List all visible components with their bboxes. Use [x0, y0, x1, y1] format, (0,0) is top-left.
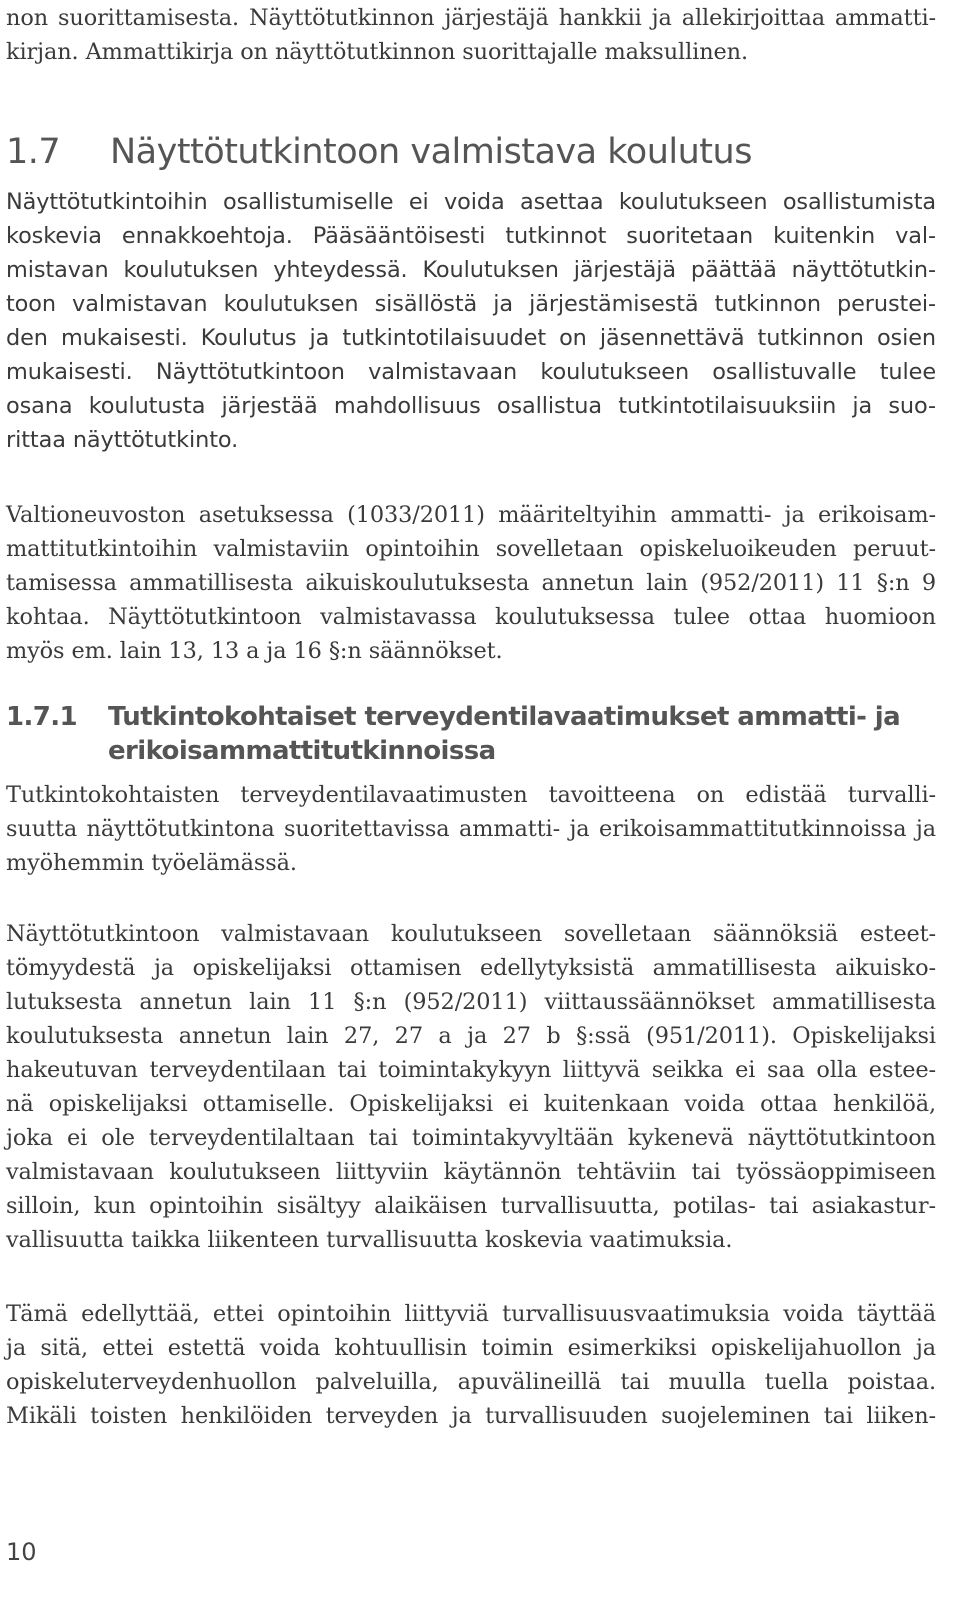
text-line: koulutuksesta annetun lain 27, 27 a ja 27 b §:ssä (951/2011). Opiskelijaksi: [6, 1023, 936, 1049]
text-line: lutuksesta annetun lain 11 §:n (952/2011) viittaussäännökset ammatillisesta: [6, 989, 936, 1015]
text-line: mukaisesti. Näyttötutkintoon valmistavaan koulutukseen osallistuvalle tulee: [6, 359, 936, 385]
text-line: vallisuutta taikka liikenteen turvallisuutta koskevia vaatimuksia.: [6, 1227, 733, 1253]
page-number: 10: [6, 1538, 37, 1566]
section-heading-1-7: [6, 130, 752, 174]
text-line: koskevia ennakkoehtoja. Pääsääntöisesti tutkinnot suoritetaan kuitenkin val-: [6, 223, 936, 249]
text-line: osana koulutusta järjestää mahdollisuus osallistua tutkintotilaisuuksiin ja suo-: [6, 393, 936, 419]
text-line: mattitutkintoihin valmistaviin opintoihin sovelletaan opiskeluoikeuden peruut-: [6, 536, 936, 562]
text-line: myöhemmin työelämässä.: [6, 850, 297, 876]
subsection-number: 1.7.1: [6, 702, 78, 732]
section-title: Näyttötutkintoon valmistava koulutus: [110, 132, 752, 172]
text-line: Näyttötutkintoihin osallistumiselle ei voida asettaa koulutukseen osallistumista: [6, 189, 936, 215]
text-line: valmistavaan koulutukseen liittyviin käytännön tehtäviin tai työssäoppimiseen: [6, 1159, 936, 1185]
text-line: Tämä edellyttää, ettei opintoihin liittyviä turvallisuusvaatimuksia voida täyttää: [6, 1301, 936, 1327]
text-line: mistavan koulutuksen yhteydessä. Koulutuksen järjestäjä päättää näyttötutkin-: [6, 257, 936, 283]
text-line: joka ei ole terveydentilaltaan tai toimintakyvyltään kykenevä näyttötutkintoon: [6, 1125, 936, 1151]
text-line: den mukaisesti. Koulutus ja tutkintotilaisuudet on jäsennettävä tutkinnon osien: [6, 325, 936, 351]
text-line: tamisessa ammatillisesta aikuiskoulutuksesta annetun lain (952/2011) 11 §:n 9: [6, 570, 936, 596]
text-line: Näyttötutkintoon valmistavaan koulutukseen sovelletaan säännöksiä esteet-: [6, 921, 936, 947]
text-line: Mikäli toisten henkilöiden terveyden ja turvallisuuden suojeleminen tai liiken-: [6, 1403, 936, 1429]
text-line: kohtaa. Näyttötutkintoon valmistavassa koulutuksessa tulee ottaa huomioon: [6, 604, 936, 630]
text-line: myös em. lain 13, 13 a ja 16 §:n säännökset.: [6, 638, 503, 664]
text-line: silloin, kun opintoihin sisältyy alaikäisen turvallisuutta, potilas- tai asiakastur-: [6, 1193, 936, 1219]
text-line: hakeutuvan terveydentilaan tai toimintakykyyn liittyvä seikka ei saa olla estee-: [6, 1057, 936, 1083]
text-line: suutta näyttötutkintona suoritettavissa ammatti- ja erikoisammattitutkinnoissa ja: [6, 816, 936, 842]
text-line: tömyydestä ja opiskelijaksi ottamisen edellytyksistä ammatillisesta aikuisko-: [6, 955, 936, 981]
subsection-title-line-2: erikoisammattitutkinnoissa: [108, 736, 496, 766]
text-line: Valtioneuvoston asetuksessa (1033/2011) määriteltyihin ammatti- ja erikoisam-: [6, 502, 936, 528]
text-line: toon valmistavan koulutuksen sisällöstä ja järjestämisestä tutkinnon perustei-: [6, 291, 936, 317]
text-line: ja sitä, ettei estettä voida kohtuullisin toimin esimerkiksi opiskelijahuollon ja: [6, 1335, 936, 1361]
text-line: opiskeluterveydenhuollon palveluilla, apuvälineillä tai muulla tuella poistaa.: [6, 1369, 936, 1395]
subsection-title-line-1: Tutkintokohtaiset terveydentilavaatimukset ammatti- ja: [108, 702, 901, 732]
text-line: kirjan. Ammattikirja on näyttötutkinnon suorittajalle maksullinen.: [6, 39, 749, 65]
text-line: nä opiskelijaksi ottamiselle. Opiskelijaksi ei kuitenkaan voida ottaa henkilöä,: [6, 1091, 936, 1117]
text-line: rittaa näyttötutkinto.: [6, 427, 239, 453]
text-line: Tutkintokohtaisten terveydentilavaatimusten tavoitteena on edistää turvalli-: [6, 782, 936, 808]
text-line: non suorittamisesta. Näyttötutkinnon järjestäjä hankkii ja allekirjoittaa ammatti-: [6, 5, 936, 31]
section-number: 1.7: [6, 132, 61, 172]
